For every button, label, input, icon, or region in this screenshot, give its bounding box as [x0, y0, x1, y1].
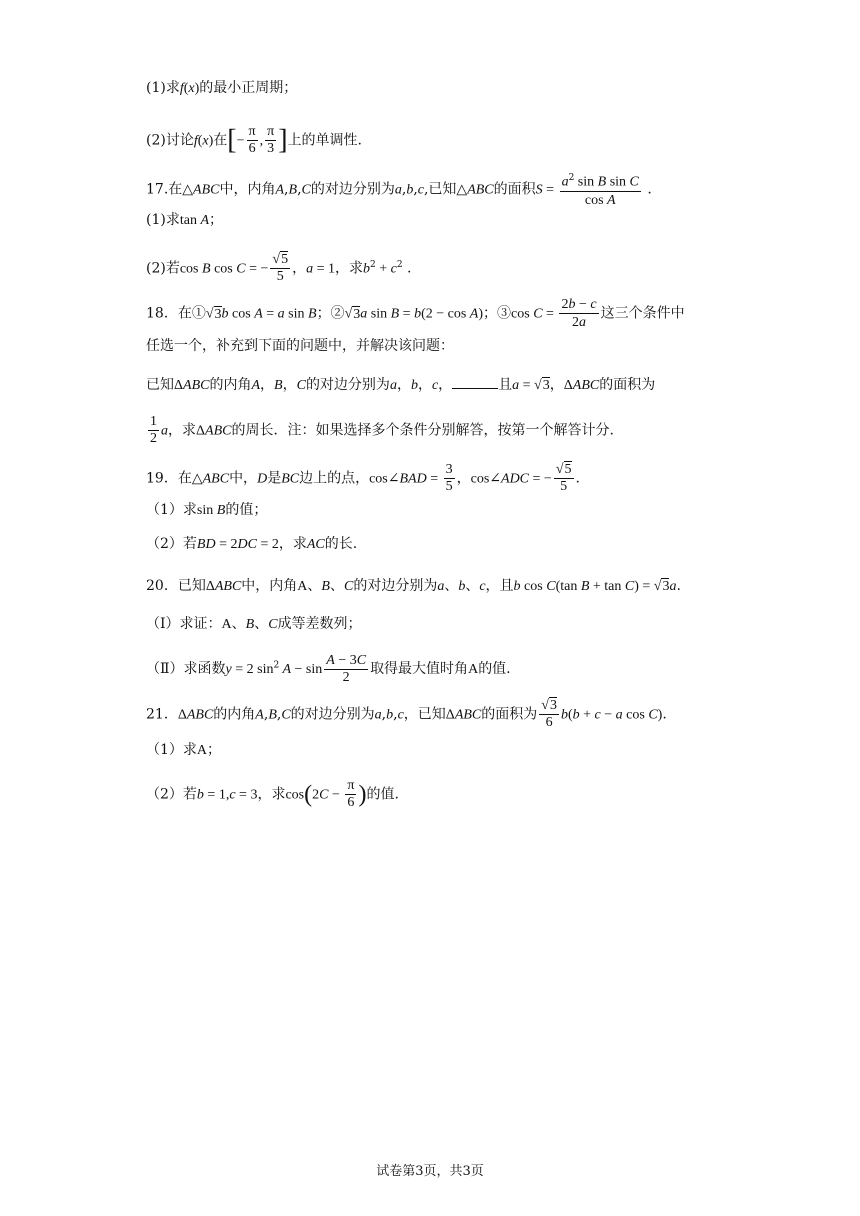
question-18-line-4: $\frac{1}{2}$ a，求ΔABC的周长．注：如果选择多个条件分别解答，按第一个解答计分. [150, 414, 614, 446]
question-17-part-1: (1)求tan A； [146, 212, 224, 228]
question-19: 19．在△ABC中，D是BC边上的点，cos∠BAD = $\frac{3}{5}$ ，cos∠ADC = − $\frac{√5}{5}$ . [146, 462, 580, 494]
question-21: 21．ΔABC的内角A,B,C的对边分别为a,b,c，已知ΔABC的面积为 $\frac{√3}{6}$ b(b + c − a cos C). [146, 698, 667, 730]
question-19-part-2: （2）若BD = 2DC = 2，求AC的长. [146, 536, 358, 552]
question-20-part-1: （Ⅰ）求证：A、B、C成等差数列； [146, 616, 362, 632]
question-18: 18．在①√3b cos A = a sin B；②√3a sin B = b(2 − cos A)；③cos C = $\frac{2b - c}{2a}$ 这三个条件中 [146, 297, 685, 330]
question-18-line-3: 已知ΔABC的内角A，B，C的对边分别为a，b，c， 且a = √3，ΔABC的面积为 [146, 374, 655, 396]
question-16-part-1: (1)求f(x)的最小正周期； [146, 80, 298, 96]
question-16-part-2: (2)讨论f(x)在[− $\frac{\pi}{6}$ , $\frac{\pi}{3}$ ]上的单调性. [146, 124, 362, 156]
question-21-part-2: （2）若b = 1,c = 3，求cos(2C − $\frac{\pi}{6}$ )的值. [146, 778, 399, 810]
page-footer: 试卷第3页，共3页 [376, 1164, 484, 1179]
question-18-line-2: 任选一个，补充到下面的问题中，并解决该问题： [146, 338, 454, 354]
question-21-part-1: （1）求A； [146, 742, 222, 758]
question-19-part-1: （1）求sin B的值； [146, 502, 268, 518]
question-17-part-2: (2)若cos B cos C = − $\frac{√5}{5}$ ，a = 1，求$b^2 + c^2$ . [146, 252, 412, 284]
fill-in-blank[interactable] [452, 374, 498, 389]
question-17: 17.在△ABC中，内角A,B,C的对边分别为a,b,c,已知△ABC的面积S = $\frac{a^2 \sin B \sin C}{\text{cos A}}$ . [146, 170, 652, 209]
question-20: 20．已知ΔABC中，内角A、B、C的对边分别为a、b、c，且b cos C(tan B + tan C) = √3a. [146, 578, 681, 594]
question-20-part-2: （Ⅱ）求函数y = 2 $\sin^2 A - \sin$ $\frac{A - 3C}{2}$ 取得最大值时角A的值. [146, 653, 511, 685]
